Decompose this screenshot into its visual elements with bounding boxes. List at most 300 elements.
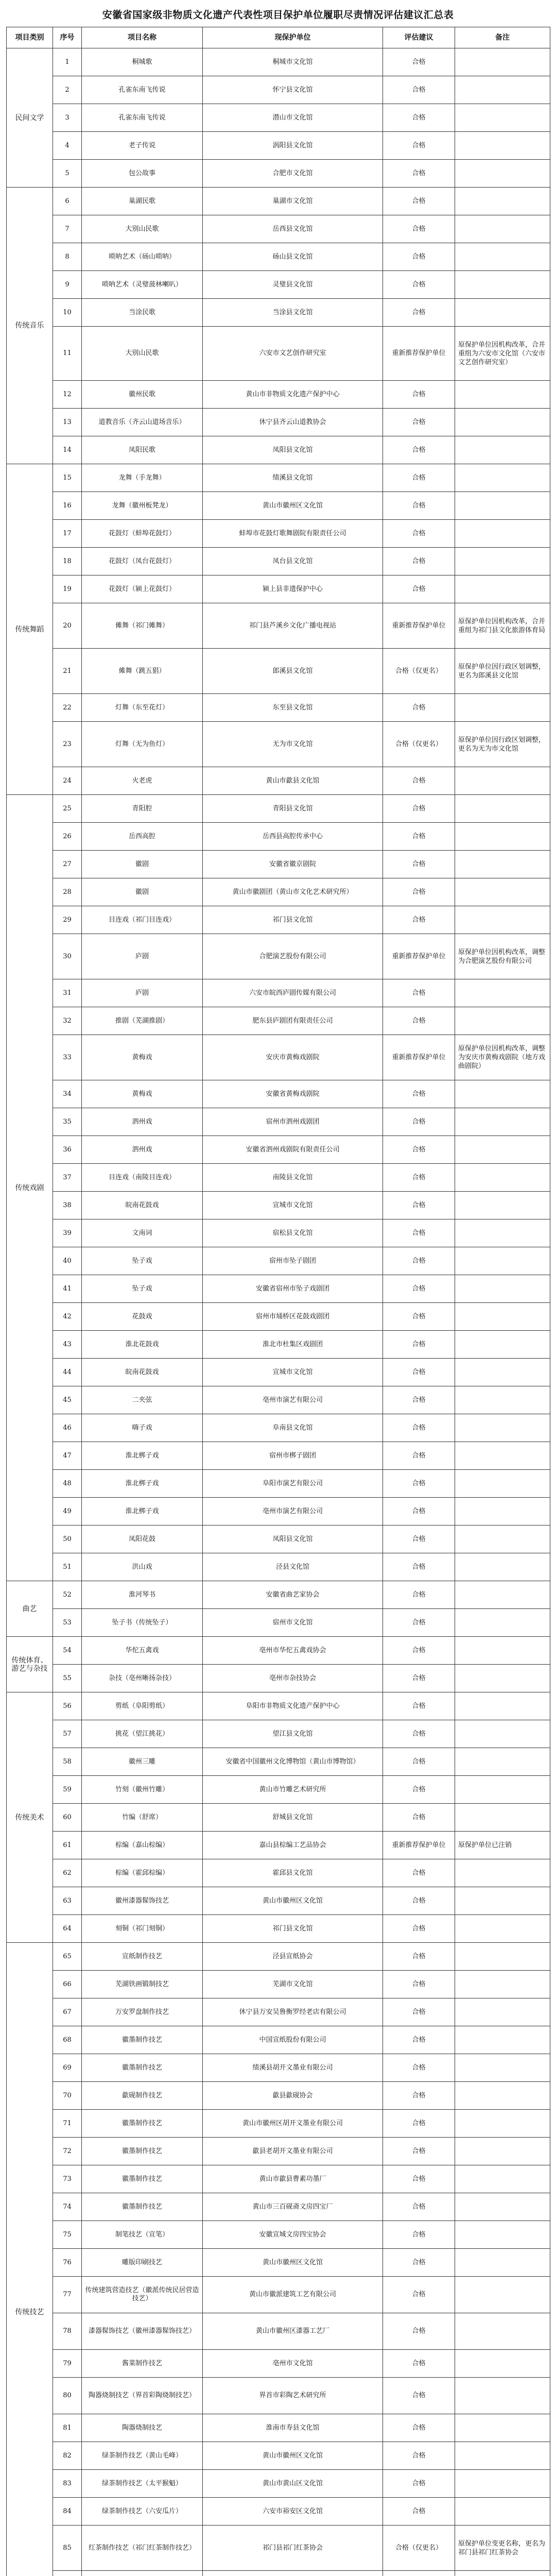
table-row [7,1637,550,1665]
remarks: 原保护单位因机构改革，调整为合肥演艺股份有限公司 [455,934,550,979]
remarks [455,1386,550,1414]
table-row [7,2470,550,2498]
project-name: 龙舞（徽州板凳龙） [82,492,203,520]
remarks [455,767,550,795]
remarks: 原保护单位变更名称，更名为祁门县祁门红茶协会 [455,2526,550,2571]
evaluation-recommendation: 合格 [383,2138,455,2165]
row-number: 70 [53,2082,82,2110]
evaluation-recommendation: 合格 [383,851,455,878]
table-row [7,1943,550,1971]
row-number: 76 [53,2249,82,2277]
remarks [455,1637,550,1665]
project-name: 芜湖铁画锻制技艺 [82,1971,203,1998]
remarks [455,2054,550,2082]
evaluation-recommendation: 合格 [383,1887,455,1915]
row-number: 35 [53,1108,82,1136]
project-name: 当涂民歌 [82,299,203,327]
project-name: 凤阳民歌 [82,436,203,464]
row-number: 14 [53,436,82,464]
row-number: 48 [53,1470,82,1498]
table-row [7,1275,550,1303]
row-number: 53 [53,1609,82,1637]
protection-unit: 黄山市非物质文化遗产保护中心 [203,381,383,409]
row-number: 18 [53,548,82,575]
protection-unit: 东至县文化馆 [203,694,383,722]
row-number: 65 [53,1943,82,1971]
table-row [7,1442,550,1470]
evaluation-recommendation: 合格 [383,1192,455,1219]
evaluation-recommendation: 合格 [383,132,455,160]
evaluation-recommendation: 合格 [383,2313,455,2350]
protection-unit: 安徽省中国徽州文化博物馆（黄山市博物馆） [203,1748,383,1776]
protection-unit: 宿州市文化馆 [203,1609,383,1637]
evaluation-recommendation: 合格 [383,299,455,327]
project-name: 剪纸（阜阳剪纸） [82,1692,203,1720]
project-name: 竹编（舒席） [82,1804,203,1832]
remarks [455,299,550,327]
project-name: 酱菜制作技艺 [82,2350,203,2378]
table-row [7,1247,550,1275]
header-notes: 备注 [455,27,550,48]
remarks [455,1303,550,1331]
evaluation-recommendation: 合格 [383,409,455,436]
remarks [455,1776,550,1804]
protection-unit: 当涂县文化馆 [203,299,383,327]
protection-unit: 青阳县文化馆 [203,795,383,823]
row-number: 69 [53,2054,82,2082]
table-row [7,188,550,215]
remarks [455,1943,550,1971]
table-row [7,2221,550,2249]
evaluation-recommendation: 合格 [383,1303,455,1331]
project-name: 桐城歌 [82,48,203,76]
project-name: 唢呐艺术（砀山唢呐） [82,243,203,271]
table-row [7,2350,550,2378]
table-row [7,767,550,795]
row-number: 28 [53,878,82,906]
table-row [7,1971,550,1998]
remarks [455,1080,550,1108]
project-name: 棕编（霍邱棕编） [82,1859,203,1887]
protection-unit: 砀山县文化馆 [203,243,383,271]
evaluation-recommendation: 合格 [383,492,455,520]
protection-unit: 宿州市埇桥区花鼓戏剧团 [203,1303,383,1331]
category-cell: 传统戏剧 [7,795,53,1581]
project-name: 华佗五禽戏 [82,1637,203,1665]
project-name: 淮北花鼓戏 [82,1331,203,1359]
row-number: 78 [53,2313,82,2350]
row-number: 51 [53,1553,82,1581]
evaluation-recommendation: 合格 [383,1971,455,1998]
remarks [455,1442,550,1470]
table-row [7,464,550,492]
table-row [7,795,550,823]
evaluation-recommendation: 合格 [383,2378,455,2414]
evaluation-recommendation: 合格 [383,1136,455,1164]
table-row [7,2571,550,2576]
project-name: 淮北梆子戏 [82,1442,203,1470]
evaluation-recommendation: 合格 [383,1748,455,1776]
remarks [455,1470,550,1498]
protection-unit: 亳州市文化馆 [203,2350,383,2378]
protection-unit: 黄山市竹雕艺术研究所 [203,1776,383,1804]
project-name: 黄梅戏 [82,1035,203,1080]
remarks [455,464,550,492]
table-row [7,2026,550,2054]
project-name: 刻铜（祁门刻铜） [82,1915,203,1943]
protection-unit [203,2571,383,2576]
remarks [455,2277,550,2313]
evaluation-recommendation: 合格 [383,694,455,722]
project-name: 花鼓戏 [82,1303,203,1331]
protection-unit: 宿松县文化馆 [203,1219,383,1247]
header-category: 项目类别 [7,27,53,48]
protection-unit: 祁门县祁门红茶协会 [203,2526,383,2571]
remarks [455,2571,550,2576]
protection-unit: 六安市裕安区文化馆 [203,2498,383,2526]
evaluation-recommendation: 合格 [383,2193,455,2221]
remarks [455,1108,550,1136]
table-row [7,492,550,520]
protection-unit: 绩溪县文化馆 [203,464,383,492]
evaluation-recommendation: 合格 [383,795,455,823]
table-row [7,2313,550,2350]
remarks [455,575,550,603]
project-name: 红茶制作技艺（祁门红茶制作技艺） [82,2526,203,2571]
table-row [7,1748,550,1776]
table-row [7,823,550,851]
table-row [7,878,550,906]
project-name: 陶器烧制技艺 [82,2414,203,2442]
evaluation-recommendation: 合格 [383,2221,455,2249]
evaluation-recommendation: 合格 [383,104,455,132]
project-name: 孔雀东南飞传说 [82,76,203,104]
row-number: 30 [53,934,82,979]
project-name: 老子传说 [82,132,203,160]
remarks [455,1609,550,1637]
protection-unit: 潜山市文化馆 [203,104,383,132]
row-number: 29 [53,906,82,934]
evaluation-recommendation: 合格（仅更名） [383,2526,455,2571]
table-row [7,1720,550,1748]
project-name: 青阳腔 [82,795,203,823]
project-name: 龙舞（手龙舞） [82,464,203,492]
evaluation-recommendation: 合格 [383,2249,455,2277]
table-row [7,436,550,464]
protection-unit: 芜湖市文化馆 [203,1971,383,1998]
table-row [7,694,550,722]
project-name: 皖南花鼓戏 [82,1359,203,1386]
project-name: 巢湖民歌 [82,188,203,215]
table-row [7,1776,550,1804]
evaluation-recommendation: 合格 [383,1776,455,1804]
row-number: 16 [53,492,82,520]
document-title: 安徽省国家级非物质文化遗产代表性项目保护单位履职尽责情况评估建议汇总表 [102,9,454,21]
row-number: 37 [53,1164,82,1192]
project-name: 火老虎 [82,767,203,795]
row-number: 82 [53,2442,82,2470]
project-name: 徽剧 [82,878,203,906]
project-name: 淮北梆子戏 [82,1498,203,1526]
project-name: 灯舞（无为鱼灯） [82,722,203,767]
project-name: 徽州三雕 [82,1748,203,1776]
row-number: 67 [53,1998,82,2026]
remarks [455,76,550,104]
row-number: 41 [53,1275,82,1303]
row-number: 8 [53,243,82,271]
remarks [455,1998,550,2026]
evaluation-recommendation [383,2571,455,2576]
evaluation-recommendation: 合格 [383,1943,455,1971]
protection-unit: 安徽省徽京剧院 [203,851,383,878]
protection-unit: 安徽省黄梅戏剧院 [203,1080,383,1108]
evaluation-recommendation: 合格（仅更名） [383,722,455,767]
table-row [7,76,550,104]
table-row [7,1414,550,1442]
evaluation-recommendation: 合格 [383,1665,455,1692]
protection-unit: 祁门县文化馆 [203,906,383,934]
row-number: 59 [53,1776,82,1804]
row-number [53,2571,82,2576]
remarks [455,492,550,520]
protection-unit: 桐城市文化馆 [203,48,383,76]
remarks [455,878,550,906]
row-number: 81 [53,2414,82,2442]
project-name: 徽州民歌 [82,381,203,409]
row-number: 10 [53,299,82,327]
table-row [7,271,550,299]
remarks [455,1915,550,1943]
row-number: 74 [53,2193,82,2221]
project-name: 徽州漆器髹饰技艺 [82,1887,203,1915]
table-row [7,1470,550,1498]
remarks: 原保护单位因机构改革，调整为安庆市黄梅戏剧院（地方戏曲剧院） [455,1035,550,1080]
project-name: 坠子书（传统坠子） [82,1609,203,1637]
table-row [7,2110,550,2138]
table-row [7,2193,550,2221]
table-row [7,649,550,694]
remarks [455,2026,550,2054]
project-name: 傩舞（跳五猖） [82,649,203,694]
project-name: 凤阳花鼓 [82,1526,203,1553]
row-number: 42 [53,1303,82,1331]
project-name: 徽墨制作技艺 [82,2138,203,2165]
row-number: 43 [53,1331,82,1359]
project-name: 文南词 [82,1219,203,1247]
remarks: 原保护单位因机构改革，合并重组为祁门县文化旅游体育局 [455,603,550,649]
evaluation-table [6,27,550,2576]
evaluation-recommendation: 合格 [383,1553,455,1581]
remarks [455,409,550,436]
remarks [455,1859,550,1887]
protection-unit: 南陵县文化馆 [203,1164,383,1192]
project-name: 泗州戏 [82,1136,203,1164]
project-name: 目连戏（祁门目连戏） [82,906,203,934]
row-number: 72 [53,2138,82,2165]
table-row [7,409,550,436]
table-row [7,979,550,1007]
evaluation-recommendation: 合格 [383,823,455,851]
table-row [7,722,550,767]
project-name: 包公故事 [82,160,203,188]
table-row [7,2414,550,2442]
evaluation-recommendation: 合格 [383,1414,455,1442]
evaluation-recommendation: 合格 [383,2054,455,2082]
row-number: 55 [53,1665,82,1692]
evaluation-recommendation: 合格 [383,1581,455,1609]
project-name: 黄梅戏 [82,1080,203,1108]
evaluation-recommendation: 合格 [383,1609,455,1637]
row-number: 64 [53,1915,82,1943]
header-protection-unit: 现保护单位 [203,27,383,48]
project-name: 花鼓灯（凤台花鼓灯） [82,548,203,575]
protection-unit: 中国宣纸股份有限公司 [203,2026,383,2054]
project-name: 淮北梆子戏 [82,1470,203,1498]
evaluation-recommendation: 合格 [383,160,455,188]
row-number: 50 [53,1526,82,1553]
protection-unit: 凤阳县文化馆 [203,436,383,464]
project-name: 徽墨制作技艺 [82,2054,203,2082]
remarks [455,1971,550,1998]
protection-unit: 嘉山县棕编工艺品协会 [203,1832,383,1859]
table-row [7,381,550,409]
remarks [455,520,550,548]
evaluation-recommendation: 重新推荐保护单位 [383,1832,455,1859]
row-number: 85 [53,2526,82,2571]
row-number: 39 [53,1219,82,1247]
remarks [455,104,550,132]
row-number: 26 [53,823,82,851]
table-row [7,1192,550,1219]
table-row [7,851,550,878]
project-name: 花鼓灯（蚌埠花鼓灯） [82,520,203,548]
project-name: 目连戏（南陵目连戏） [82,1164,203,1192]
evaluation-recommendation: 合格 [383,2350,455,2378]
table-row [7,1692,550,1720]
remarks [455,851,550,878]
project-name: 庐剧 [82,934,203,979]
row-number: 38 [53,1192,82,1219]
table-row [7,1007,550,1035]
row-number: 75 [53,2221,82,2249]
evaluation-recommendation: 合格 [383,1386,455,1414]
remarks [455,1498,550,1526]
table-row [7,1804,550,1832]
protection-unit: 黄山市歙县曹素功墨厂 [203,2165,383,2193]
remarks [455,979,550,1007]
protection-unit: 休宁县齐云山道教协会 [203,409,383,436]
protection-unit: 舒城县文化馆 [203,1804,383,1832]
remarks [455,188,550,215]
project-name: 制笔技艺（宣笔） [82,2221,203,2249]
evaluation-recommendation: 合格 [383,188,455,215]
row-number: 25 [53,795,82,823]
row-number: 21 [53,649,82,694]
evaluation-recommendation: 合格 [383,1915,455,1943]
table-row [7,1035,550,1080]
protection-unit: 霍邱县文化馆 [203,1859,383,1887]
project-name: 大别山民歌 [82,215,203,243]
evaluation-recommendation: 合格 [383,48,455,76]
row-number: 60 [53,1804,82,1832]
row-number: 3 [53,104,82,132]
evaluation-recommendation: 合格 [383,1526,455,1553]
evaluation-recommendation: 合格 [383,1442,455,1470]
header-recommendation: 评估建议 [383,27,455,48]
table-row [7,2526,550,2571]
project-name: 挑花（望江挑花） [82,1720,203,1748]
row-number: 36 [53,1136,82,1164]
table-row [7,1665,550,1692]
project-name: 孔雀东南飞传说 [82,104,203,132]
project-name: 绿茶制作技艺（太平猴魁） [82,2470,203,2498]
remarks: 原保护单位因行政区划调整，更名为郎溪县文化馆 [455,649,550,694]
evaluation-recommendation: 合格 [383,878,455,906]
project-name: 泗州戏 [82,1108,203,1136]
remarks [455,694,550,722]
evaluation-recommendation: 合格 [383,381,455,409]
table-row [7,548,550,575]
remarks [455,1526,550,1553]
table-row [7,215,550,243]
remarks [455,48,550,76]
remarks: 原保护单位因行政区划调整，更名为无为市文化馆 [455,722,550,767]
project-name: 道教音乐（齐云山道场音乐） [82,409,203,436]
table-row [7,2165,550,2193]
row-number: 83 [53,2470,82,2498]
row-number: 17 [53,520,82,548]
protection-unit: 黄山市三百砚斋文房四宝厂 [203,2193,383,2221]
project-name: 绿茶制作技艺（黄山毛峰） [82,2442,203,2470]
protection-unit: 岳西县高腔传承中心 [203,823,383,851]
project-name: 灯舞（东至花灯） [82,694,203,722]
row-number: 7 [53,215,82,243]
remarks [455,1007,550,1035]
row-number: 20 [53,603,82,649]
row-number: 66 [53,1971,82,1998]
protection-unit: 安徽宣城文房四宝协会 [203,2221,383,2249]
remarks [455,906,550,934]
protection-unit: 界首市彩陶艺术研究所 [203,2378,383,2414]
table-row [7,243,550,271]
row-number: 44 [53,1359,82,1386]
project-name: 宣纸制作技艺 [82,1943,203,1971]
evaluation-recommendation: 重新推荐保护单位 [383,1035,455,1080]
remarks [455,2350,550,2378]
project-name: 歙砚制作技艺 [82,2082,203,2110]
row-number: 5 [53,160,82,188]
row-number: 52 [53,1581,82,1609]
table-row [7,1219,550,1247]
protection-unit: 歙县歙砚协会 [203,2082,383,2110]
table-row [7,1386,550,1414]
protection-unit: 郎溪县文化馆 [203,649,383,694]
row-number: 23 [53,722,82,767]
protection-unit: 阜阳市演艺有限公司 [203,1470,383,1498]
project-name: 唢呐艺术（灵璧菠林喇叭） [82,271,203,299]
project-name: 徽墨制作技艺 [82,2193,203,2221]
evaluation-recommendation: 合格 [383,2470,455,2498]
table-row [7,132,550,160]
project-name: 杂技（亳州晰扬杂技） [82,1665,203,1692]
protection-unit: 涡阳县文化馆 [203,132,383,160]
row-number: 57 [53,1720,82,1748]
evaluation-recommendation: 合格 [383,464,455,492]
project-name: 推剧（芜湖推剧） [82,1007,203,1035]
remarks [455,1748,550,1776]
row-number: 11 [53,327,82,381]
row-number: 45 [53,1386,82,1414]
